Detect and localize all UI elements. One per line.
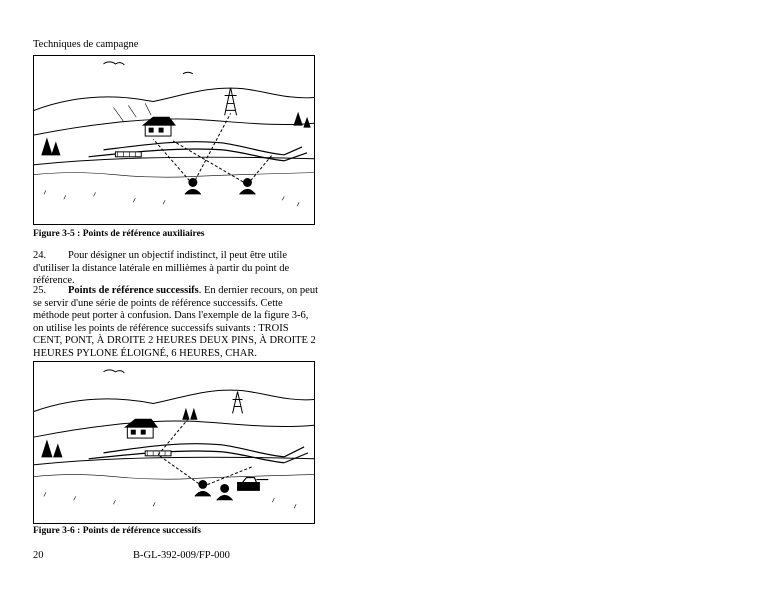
figure-3-6-illustration — [33, 361, 315, 524]
figure-3-5-illustration — [33, 55, 315, 225]
figure-caption: Figure 3-6 : Points de référence successifs — [33, 526, 201, 536]
paragraph-title-punctuation: . — [198, 285, 202, 296]
paragraph-text: En dernier recours, on peut se servir d'une série de points de référence successifs. Cette méthode peut porter à confusion. Dans l'exemple de la figure 3-6, on utilise les points de référence successifs suivants : TROIS CENT, PONT, À DROITE 2 HEURES DEUX PINS, À DROITE 2 HEURES PYLONE ÉLOIGNÉ, 6 HEURES, CHAR. — [33, 285, 318, 359]
landscape-drawing-1 — [34, 56, 314, 224]
page-number: 20 — [33, 550, 44, 561]
paragraph-number: 25. — [33, 285, 47, 296]
paragraph-title: Points de référence successifs — [68, 285, 199, 296]
paragraph-number: 24. — [33, 250, 47, 261]
paragraph-25 — [33, 285, 318, 361]
page-header-title: Techniques de campagne — [33, 39, 139, 50]
paragraph-text: Pour désigner un objectif indistinct, il peut être utile d'utiliser la distance latérale en millièmes à partir du point de référence. — [33, 250, 290, 287]
landscape-drawing-2 — [34, 362, 314, 523]
figure-caption: Figure 3-5 : Points de référence auxiliaires — [33, 229, 205, 239]
paragraph-24 — [33, 250, 318, 288]
document-reference: B-GL-392-009/FP-000 — [133, 550, 230, 561]
